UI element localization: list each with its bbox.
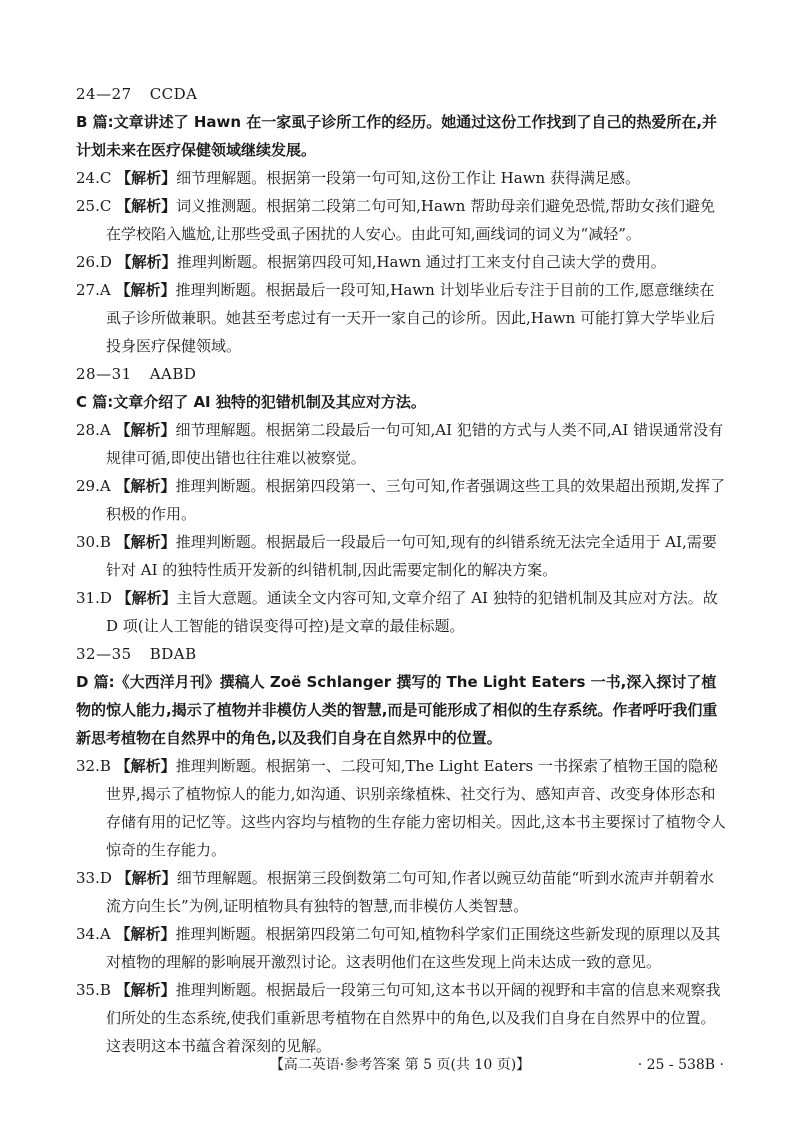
answer-number: 29.A xyxy=(76,477,111,495)
analysis-tag: 【解析】 xyxy=(115,757,176,775)
answer-range-numbers: 24—27 xyxy=(76,85,132,103)
analysis-text: 主旨大意题。通读全文内容可知,文章介绍了 AI 独特的犯错机制及其应对方法。故 D 项(让人工智能的错误变得可控)是文章的最佳标题。 xyxy=(106,589,718,635)
answer-item xyxy=(76,276,728,360)
analysis-tag: 【解析】 xyxy=(115,281,176,299)
analysis-tag: 【解析】 xyxy=(115,421,176,439)
analysis-text: 推理判断题。根据最后一段第三句可知,这本书以开阔的视野和丰富的信息来观察我们所处的生态系统,使我们重新思考植物在自然界中的角色,以及我们自身在自然界中的位置。这表明这本书蕴含着深刻的见解。 xyxy=(106,981,721,1055)
answer-range xyxy=(76,80,728,108)
answer-number: 35.B xyxy=(76,981,111,999)
answer-range-letters: BDAB xyxy=(149,645,197,663)
answer-number: 28.A xyxy=(76,421,111,439)
analysis-text: 推理判断题。根据最后一段最后一句可知,现有的纠错系统无法完全适用于 AI,需要针对 AI 的独特性质开发新的纠错机制,因此需要定制化的解决方案。 xyxy=(106,533,717,579)
answer-number: 24.C xyxy=(76,169,112,187)
answer-item xyxy=(76,164,728,192)
answer-range-numbers: 28—31 xyxy=(76,365,132,383)
analysis-tag: 【解析】 xyxy=(116,869,177,887)
answer-number: 25.C xyxy=(76,197,112,215)
answer-range xyxy=(76,360,728,388)
analysis-tag: 【解析】 xyxy=(115,477,176,495)
passage-summary: B 篇:文章讲述了 Hawn 在一家虱子诊所工作的经历。她通过这份工作找到了自己的热爱所在,并计划未来在医疗保健领域继续发展。 xyxy=(76,113,718,159)
analysis-text: 细节理解题。根据第二段最后一句可知,AI 犯错的方式与人类不同,AI 错误通常没有规律可循,即使出错也往往难以被察觉。 xyxy=(106,421,724,467)
footer-code: · 25 - 538B · xyxy=(637,1057,724,1073)
analysis-tag: 【解析】 xyxy=(116,589,177,607)
analysis-text: 推理判断题。根据第一、二段可知,The Light Eaters 一书探索了植物王国的隐秘世界,揭示了植物惊人的能力,如沟通、识别亲缘植株、社交行为、感知声音、改变身体形态和存储有用的记忆等。这些内容均与植物的生存能力密切相关。因此,这本书主要探讨了植物令人惊奇的生存能力。 xyxy=(106,757,726,859)
answer-range-numbers: 32—35 xyxy=(76,645,132,663)
answer-item xyxy=(76,528,728,584)
answer-range-letters: CCDA xyxy=(149,85,198,103)
answer-item xyxy=(76,752,728,864)
analysis-text: 推理判断题。根据最后一段可知,Hawn 计划毕业后专注于目前的工作,愿意继续在虱子诊所做兼职。她甚至考虑过有一天开一家自己的诊所。因此,Hawn 可能打算大学毕业后投身医疗保健领域。 xyxy=(106,281,716,355)
analysis-tag: 【解析】 xyxy=(115,925,176,943)
answer-item xyxy=(76,192,728,248)
analysis-text: 推理判断题。根据第四段第二句可知,植物科学家们正围绕这些新发现的原理以及其对植物的理解的影响展开激烈讨论。这表明他们在这些发现上尚未达成一致的意见。 xyxy=(106,925,721,971)
analysis-text: 推理判断题。根据第四段第一、三句可知,作者强调这些工具的效果超出预期,发挥了积极的作用。 xyxy=(106,477,726,523)
analysis-tag: 【解析】 xyxy=(116,197,177,215)
analysis-tag: 【解析】 xyxy=(116,169,177,187)
answer-number: 32.B xyxy=(76,757,111,775)
footer-title: 【高二英语·参考答案 第 5 页(共 10 页)】 xyxy=(269,1057,531,1073)
answer-item xyxy=(76,864,728,920)
answer-number: 26.D xyxy=(76,253,112,271)
answer-number: 30.B xyxy=(76,533,111,551)
answer-item xyxy=(76,416,728,472)
answer-item xyxy=(76,976,728,1060)
answer-range xyxy=(76,640,728,668)
answer-number: 31.D xyxy=(76,589,112,607)
analysis-text: 细节理解题。根据第三段倒数第二句可知,作者以豌豆幼苗能“听到水流声并朝着水流方向生长”为例,证明植物具有独特的智慧,而非模仿人类智慧。 xyxy=(106,869,715,915)
analysis-text: 细节理解题。根据第一段第一句可知,这份工作让 Hawn 获得满足感。 xyxy=(176,169,640,187)
page-content xyxy=(76,80,728,1060)
analysis-tag: 【解析】 xyxy=(115,981,176,999)
answer-item xyxy=(76,584,728,640)
answer-number: 27.A xyxy=(76,281,111,299)
analysis-text: 词义推测题。根据第二段第二句可知,Hawn 帮助母亲们避免恐慌,帮助女孩们避免在学校陷入尴尬,让那些受虱子困扰的人安心。由此可知,画线词的词义为“减轻”。 xyxy=(106,197,715,243)
passage-summary: D 篇:《大西洋月刊》撰稿人 Zoë Schlanger 撰写的 The Light Eaters 一书,深入探讨了植物的惊人能力,揭示了植物并非模仿人类的智慧,而是可能形成了相似的生存系统。作者呼吁我们重新思考植物在自然界中的角色,以及我们自身在自然界中的位置。 xyxy=(76,673,718,747)
answer-range-letters: AABD xyxy=(149,365,197,383)
passage-summary: C 篇:文章介绍了 AI 独特的犯错机制及其应对方法。 xyxy=(76,393,426,411)
answer-item xyxy=(76,920,728,976)
answer-item xyxy=(76,472,728,528)
page-footer xyxy=(0,1053,800,1077)
answer-number: 33.D xyxy=(76,869,112,887)
analysis-tag: 【解析】 xyxy=(115,533,176,551)
answer-item xyxy=(76,248,728,276)
analysis-text: 推理判断题。根据第四段可知,Hawn 通过打工来支付自己读大学的费用。 xyxy=(176,253,666,271)
analysis-tag: 【解析】 xyxy=(116,253,177,271)
answer-number: 34.A xyxy=(76,925,111,943)
